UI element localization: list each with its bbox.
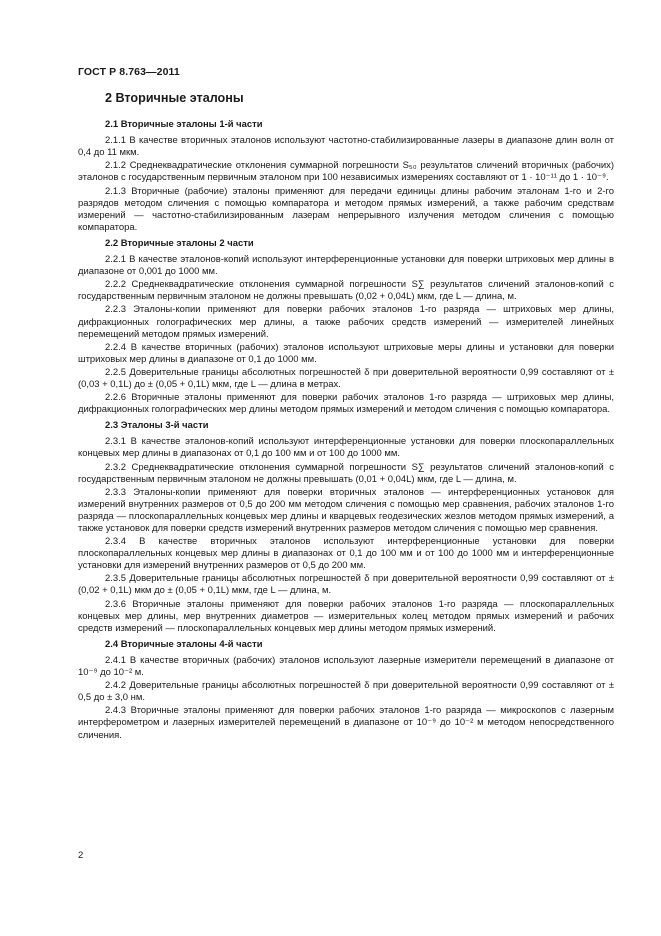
paragraph: 2.1.3 Вторичные (рабочие) эталоны применяют для передачи единицы длины рабочим эталонам 1-го и 2-го разрядов методом сличения с помощью компаратора и методом прямых измерений, а также рабочим средствам измерений — частотно-стабилизированным лазерам непрерывного излучения методом сличения с помощью компаратора.: [78, 185, 614, 233]
paragraph: 2.2.1 В качестве эталонов-копий используют интерференционные установки для поверки штриховых мер длины в диапазоне от 0,001 до 1000 мм.: [78, 254, 614, 278]
section-title: 2.2 Вторичные эталоны 2 части: [105, 237, 254, 249]
paragraph: 2.3.4 В качестве вторичных эталонов используют интерференционные установки для поверки плоскопараллельных концевых мер длины в диапазонах от 0,1 до 100 мм и от 100 до 1000 мм и интерференционные установки для измерений внутренних размеров от 0,5 до 200 мм.: [78, 536, 614, 572]
paragraph: 2.2.6 Вторичные эталоны применяют для поверки рабочих эталонов 1-го разряда — штриховых мер длины, дифракционных голографических мер длины методом прямых измерений и методом сличения с помощью компаратора.: [78, 392, 614, 416]
section-2-2: [78, 238, 614, 416]
paragraph: 2.2.3 Эталоны-копии применяют для поверки рабочих эталонов 1-го разряда — штриховых мер длины, дифракционных голографических мер длины, а также рабочих средств измерений — измерителей линейных перемещений методом прямых измерений.: [78, 304, 614, 340]
paragraph: 2.3.2 Среднеквадратические отклонения суммарной погрешности S∑ результатов сличений эталонов-копий с государственным первичным эталоном не должны превышать (0,01 + 0,04L) мкм, где L — длина, м.: [78, 461, 614, 485]
paragraph: 2.2.4 В качестве вторичных (рабочих) эталонов используют штриховые меры длины и установки для поверки штриховых мер длины в диапазоне от 0,1 до 1000 мм.: [78, 341, 614, 365]
paragraph: 2.3.3 Эталоны-копии применяют для поверки вторичных эталонов — интерференционных установок для измерений внутренних размеров от 0,5 до 200 мм методом сличения с помощью мер сравнения, рабочих эталонов 1-го разряда — плоскопараллельных концевых мер длины и кварцевых геодезических жезлов методом прямых измерений, а также установок для поверки средств измерений внутренних размеров методом сличения с помощью мер сравнения.: [78, 486, 614, 534]
page-body: [78, 92, 614, 743]
page-number: 2: [78, 850, 84, 861]
paragraph: 2.3.6 Вторичные эталоны применяют для поверки рабочих эталонов 1-го разряда — плоскопараллельных концевых мер длины, мер внутренних диаметров — измерительных колец методом прямых измерений и рабочих средств измерений — плоскопараллельных концевых мер длины методом прямых измерений.: [78, 598, 614, 634]
paragraph: 2.4.1 В качестве вторичных (рабочих) эталонов используют лазерные измерители перемещений в диапазоне от 10⁻⁹ до 10⁻² м.: [78, 654, 614, 679]
section-2-3: [78, 420, 614, 635]
paragraph: 2.3.5 Доверительные границы абсолютных погрешностей δ при доверительной вероятности 0,99 составляют от ± (0,02 + 0,1L) мкм до ± (0,05 + 0,1L) мкм, где L — длина, м.: [78, 573, 614, 597]
paragraph: 2.2.2 Среднеквадратические отклонения суммарной погрешности S∑ результатов сличений эталонов-копий с государственным первичным эталоном не должны превышать (0,02 + 0,04L) мкм, где L — длина, м.: [78, 279, 614, 303]
section-2-4: [78, 639, 614, 742]
section-title: 2.4 Вторичные эталоны 4-й части: [105, 638, 263, 650]
section-title: 2.1 Вторичные эталоны 1-й части: [105, 119, 263, 131]
document-header: ГОСТ Р 8.763—2011: [78, 66, 180, 78]
paragraph: 2.2.5 Доверительные границы абсолютных погрешностей δ при доверительной вероятности 0,99 составляют от ± (0,03 + 0,1L) до ± (0,05 + 0,1L) мкм, где L — длина в метрах.: [78, 366, 614, 390]
paragraph: 2.1.1 В качестве вторичных эталонов используют частотно-стабилизированные лазеры в диапазоне длин волн от 0,4 до 11 мкм.: [78, 135, 614, 159]
paragraph: 2.4.2 Доверительные границы абсолютных погрешностей δ при доверительной вероятности 0,99 составляют от ± 0,5 до ± 3,0 нм.: [78, 680, 614, 704]
paragraph: 2.1.2 Среднеквадратические отклонения суммарной погрешности S₅₀ результатов сличений вторичных (рабочих) эталонов с государственным первичным эталоном при 100 независимых измерениях составляют от 1 · 10⁻¹¹ до 1 · 10⁻⁹.: [78, 160, 614, 184]
paragraph: 2.4.3 Вторичные эталоны применяют для поверки рабочих эталонов 1-го разряда — микроскопов с лазерным интерферометром и лазерных измерителей перемещений в диапазоне от 10⁻⁹ до 10⁻² м методом непосредственного сличения.: [78, 705, 614, 741]
section-title: 2.3 Эталоны 3-й части: [105, 420, 209, 432]
chapter-title: 2 Вторичные эталоны: [105, 91, 244, 105]
section-2-1: [78, 119, 614, 234]
paragraph: 2.3.1 В качестве эталонов-копий используют интерференционные установки для поверки плоскопараллельных концевых мер длины в диапазонах от 0,1 до 100 мм и от 100 до 1000 мм.: [78, 436, 614, 460]
